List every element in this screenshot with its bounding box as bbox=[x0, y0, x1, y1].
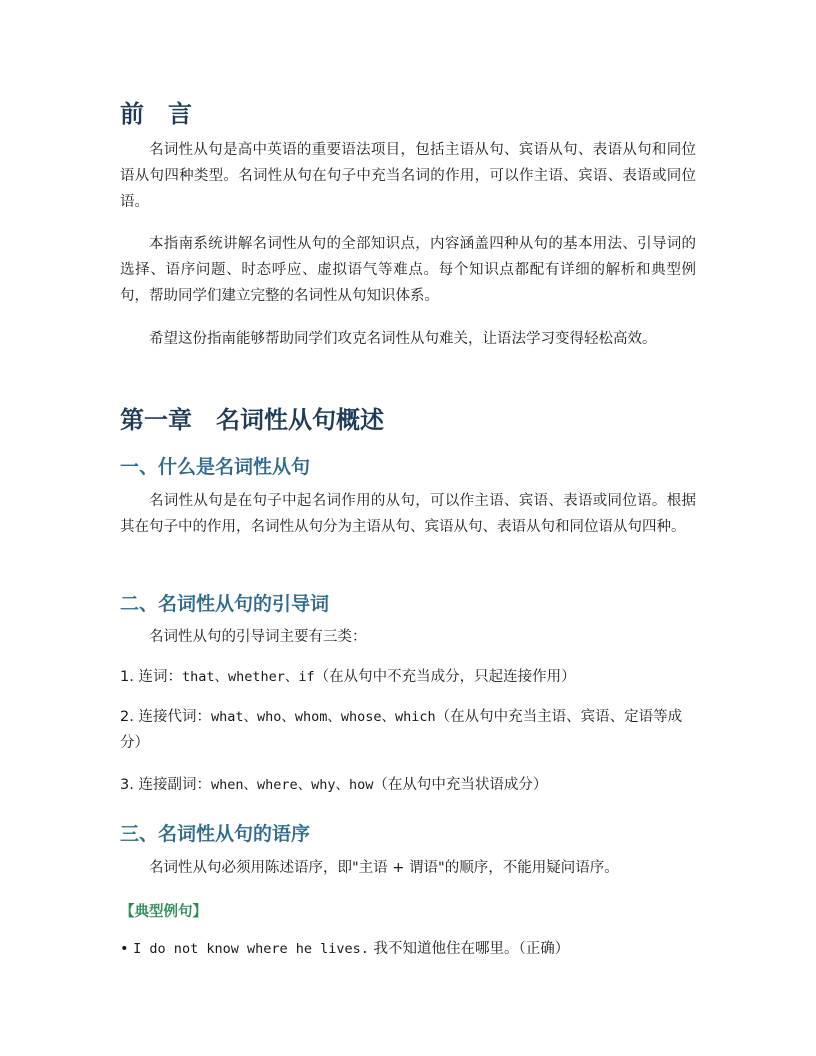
list-item-note: （在从句中不充当成分，只起连接作用） bbox=[314, 669, 576, 685]
example-chinese: 我不知道他住在哪里。（正确） bbox=[373, 941, 570, 957]
section-1-heading: 一、什么是名词性从句 bbox=[120, 456, 311, 478]
preface-paragraph-2: 本指南系统讲解名词性从句的全部知识点，内容涵盖四种从句的基本用法、引导词的选择、语序问题、时态呼应、虚拟语气等难点。每个知识点都配有详细的解析和典型例句，帮助同学们建立完整的名词性从句知识体系。 bbox=[120, 236, 696, 304]
preface-paragraph-1: 名词性从句是高中英语的重要语法项目，包括主语从句、宾语从句、表语从句和同位语从句四种类型。名词性从句在句子中充当名词的作用，可以作主语、宾语、表语或同位语。 bbox=[120, 142, 696, 210]
chapter-1-title: 第一章 名词性从句概述 bbox=[120, 406, 384, 434]
preface-title: 前 言 bbox=[120, 100, 192, 128]
list-item-note: （在从句中充当主语、宾语、定语等成分） bbox=[120, 709, 683, 751]
list-item-note: （在从句中充当状语成分） bbox=[373, 777, 548, 793]
list-item-number: 2. bbox=[120, 709, 134, 725]
list-item-words: that、whether、if bbox=[181, 669, 315, 685]
section-3-paragraph: 名词性从句必须用陈述语序，即"主语 + 谓语"的顺序，不能用疑问语序。 bbox=[149, 860, 619, 876]
bullet-icon: • bbox=[120, 941, 129, 957]
preface-paragraph-3: 希望这份指南能够帮助同学们攻克名词性从句难关，让语法学习变得轻松高效。 bbox=[149, 331, 657, 347]
list-item-label: 连接代词： bbox=[138, 709, 211, 725]
example-label: 【典型例句】 bbox=[120, 904, 207, 920]
list-item-label: 连接副词： bbox=[138, 777, 211, 793]
example-item bbox=[120, 936, 696, 962]
list-item-number: 1. bbox=[120, 669, 134, 685]
list-item-label: 连词： bbox=[138, 669, 182, 685]
example-english: I do not know where he lives. bbox=[133, 941, 369, 957]
list-item bbox=[120, 772, 696, 798]
section-2-intro: 名词性从句的引导词主要有三类： bbox=[149, 629, 367, 645]
list-item-number: 3. bbox=[120, 777, 134, 793]
list-item bbox=[120, 704, 696, 756]
section-1-paragraph: 名词性从句是在句子中起名词作用的从句，可以作主语、宾语、表语或同位语。根据其在句子中的作用，名词性从句分为主语从句、宾语从句、表语从句和同位语从句四种。 bbox=[120, 493, 696, 535]
section-3-heading: 三、名词性从句的语序 bbox=[120, 823, 311, 845]
list-item bbox=[120, 664, 696, 690]
list-item-words: when、where、why、how bbox=[210, 777, 374, 793]
list-item-words: what、who、whom、whose、which bbox=[210, 709, 436, 725]
section-2-heading: 二、名词性从句的引导词 bbox=[120, 593, 330, 615]
